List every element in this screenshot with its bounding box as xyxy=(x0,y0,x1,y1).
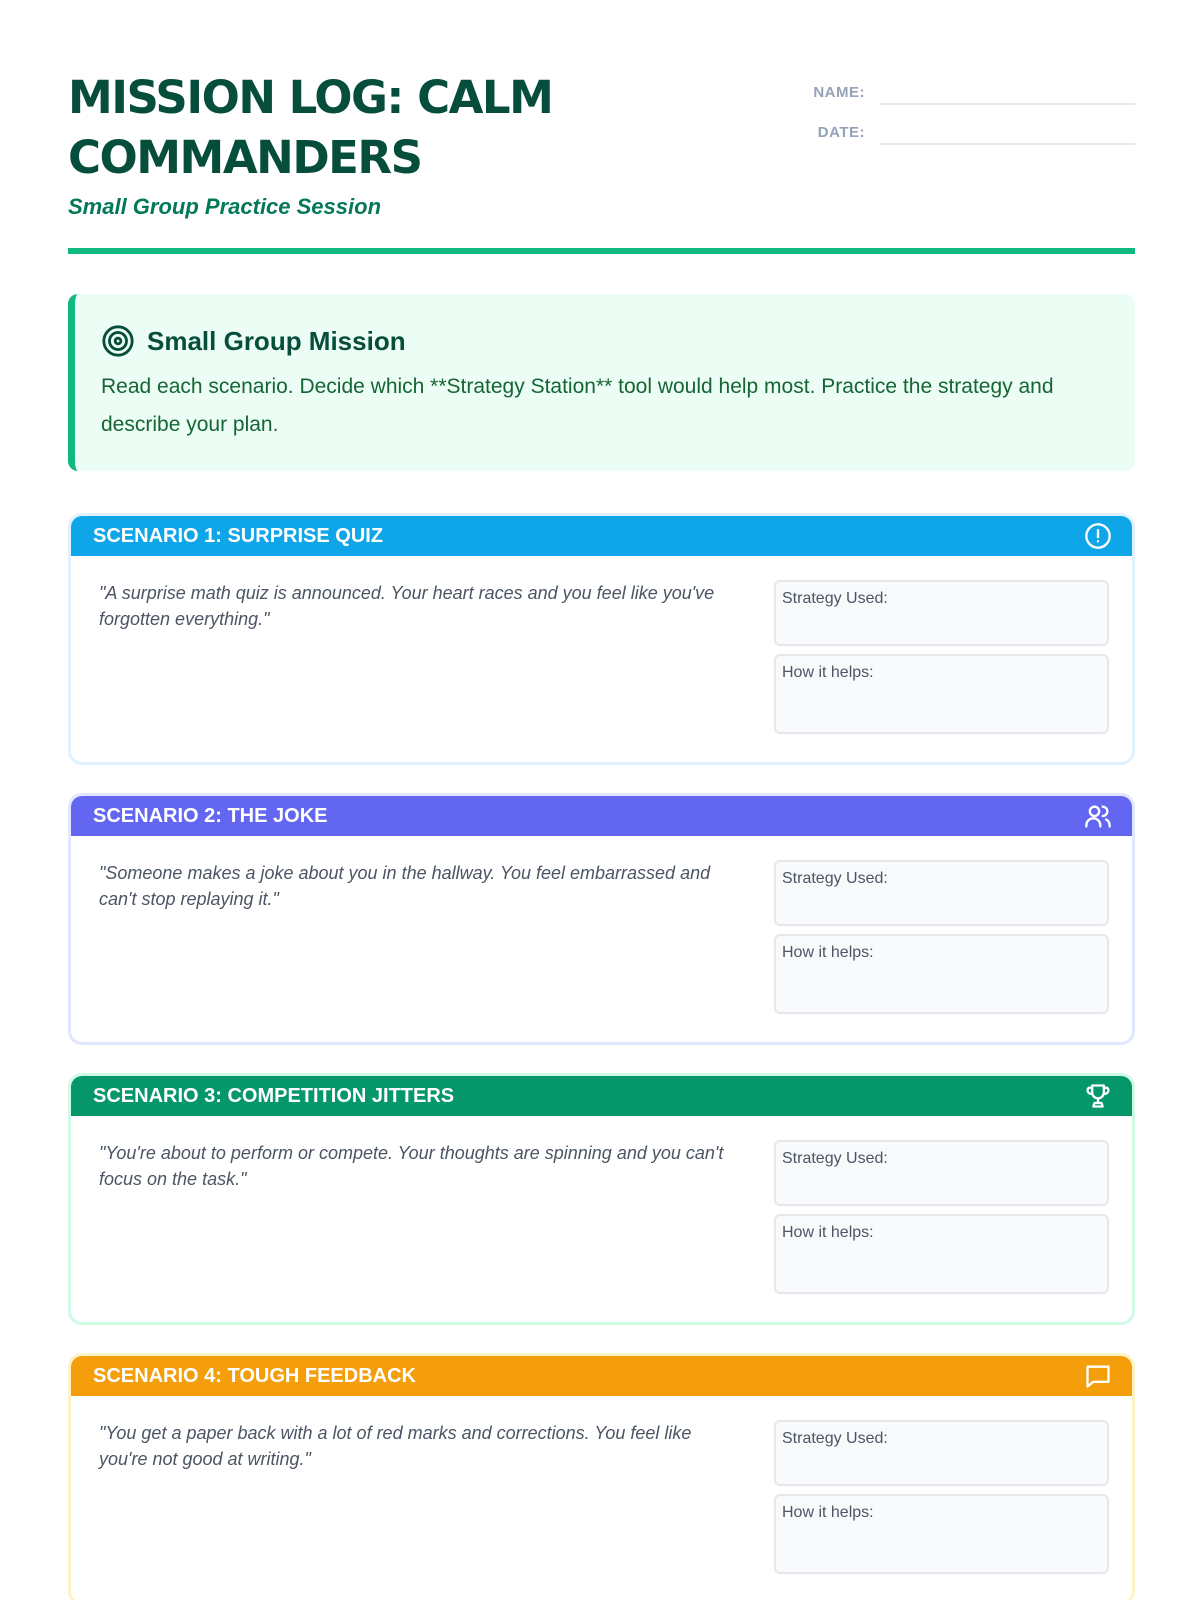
scenario-body xyxy=(71,556,1132,765)
scenario-header xyxy=(71,796,1132,836)
scenario-body xyxy=(71,836,1132,1045)
meta-fields xyxy=(795,72,1135,152)
scenario-title: SCENARIO 1: SURPRISE QUIZ xyxy=(93,524,384,547)
scenario-title: SCENARIO 2: THE JOKE xyxy=(93,804,328,827)
scenario-title: SCENARIO 3: COMPETITION JITTERS xyxy=(93,1084,455,1107)
scenario-body xyxy=(71,1396,1132,1600)
name-row xyxy=(795,72,1135,112)
scenario-quote: "You get a paper back with a lot of red marks and corrections. You feel like you're not good at writing." xyxy=(99,1423,692,1469)
scenario-header xyxy=(71,516,1132,556)
date-label: DATE: xyxy=(817,123,865,141)
scenario-card-2 xyxy=(68,793,1135,1045)
message-square-icon xyxy=(1084,1362,1112,1390)
how-it-helps-field[interactable]: How it helps: xyxy=(774,1494,1109,1574)
scenario-title: SCENARIO 4: TOUGH FEEDBACK xyxy=(93,1364,416,1387)
how-it-helps-field[interactable]: How it helps: xyxy=(774,654,1109,734)
mission-text: Read each scenario. Decide which **Strategy Station** tool would help most. Practice the strategy and describe your plan. xyxy=(101,375,1054,436)
mission-header xyxy=(101,324,1135,358)
scenario-quote: "You're about to perform or compete. Your thoughts are spinning and you can't focus on the task." xyxy=(99,1143,724,1189)
scenario-quote: "Someone makes a joke about you in the hallway. You feel embarrassed and can't stop replaying it." xyxy=(99,863,711,909)
scenario-header xyxy=(71,1076,1132,1116)
scenario-quote: "A surprise math quiz is announced. Your heart races and you feel like you've forgotten everything." xyxy=(99,583,715,629)
scenario-card-3 xyxy=(68,1073,1135,1325)
date-row xyxy=(795,112,1135,152)
page-subtitle: Small Group Practice Session xyxy=(68,194,382,219)
strategy-used-field[interactable]: Strategy Used: xyxy=(774,580,1109,646)
strategy-used-field[interactable]: Strategy Used: xyxy=(774,1420,1109,1486)
how-it-helps-field[interactable]: How it helps: xyxy=(774,934,1109,1014)
name-label: NAME: xyxy=(813,83,865,101)
page-title: MISSION LOG: CALM COMMANDERS xyxy=(68,71,553,184)
how-it-helps-field[interactable]: How it helps: xyxy=(774,1214,1109,1294)
trophy-icon xyxy=(1084,1082,1112,1110)
strategy-used-field[interactable]: Strategy Used: xyxy=(774,1140,1109,1206)
mission-box xyxy=(68,294,1135,471)
scenario-body xyxy=(71,1116,1132,1325)
users-icon xyxy=(1084,802,1112,830)
strategy-used-field[interactable]: Strategy Used: xyxy=(774,860,1109,926)
scenario-header xyxy=(71,1356,1132,1396)
alert-circle-icon xyxy=(1084,522,1112,550)
header-divider xyxy=(68,248,1135,254)
date-field[interactable] xyxy=(879,119,1135,145)
page-header xyxy=(68,68,1135,256)
name-field[interactable] xyxy=(879,79,1135,105)
scenario-card-1 xyxy=(68,513,1135,765)
mission-title: Small Group Mission xyxy=(147,325,406,356)
target-icon xyxy=(101,324,135,358)
scenario-card-4 xyxy=(68,1353,1135,1600)
